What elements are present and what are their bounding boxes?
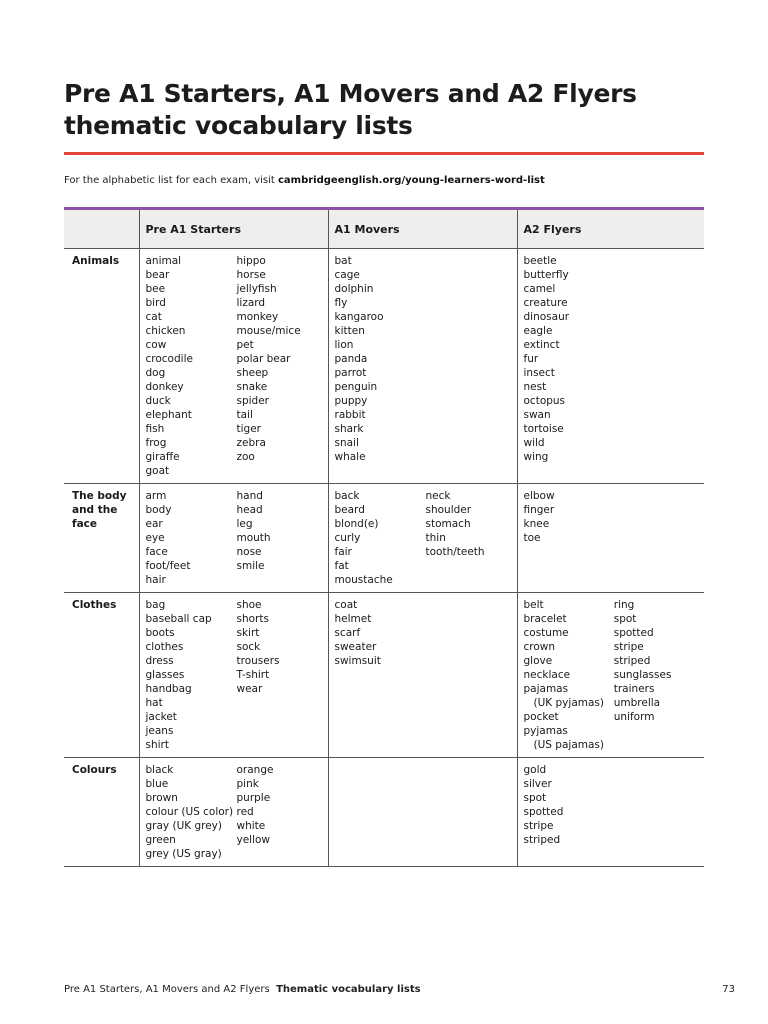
cell-movers <box>328 484 517 593</box>
table-row <box>64 249 704 484</box>
word-item: duck <box>145 395 171 407</box>
footer-section-title: Thematic vocabulary lists <box>276 984 421 995</box>
word-item: rabbit <box>334 409 366 421</box>
word-item: dog <box>145 367 166 379</box>
word-item: spot <box>613 613 637 625</box>
word-item: uniform <box>613 711 655 723</box>
word-item: spider <box>236 395 269 407</box>
word-item: butterfly <box>523 269 569 281</box>
cell-starters <box>139 758 328 867</box>
word-item: foot/feet <box>145 560 191 572</box>
word-item: monkey <box>236 311 279 323</box>
word-item: handbag <box>145 683 192 695</box>
word-item: coat <box>334 599 358 611</box>
word-item: fish <box>145 423 165 435</box>
word-list <box>146 598 328 752</box>
word-item: mouth <box>236 532 271 544</box>
category-label: Clothes <box>72 599 117 611</box>
header-flyers: A2 Flyers <box>517 210 704 249</box>
intro-paragraph <box>64 174 545 188</box>
word-item: bag <box>145 599 166 611</box>
word-item: trainers <box>613 683 655 695</box>
word-item: blond(e) <box>334 518 379 530</box>
word-list-link[interactable]: cambridgeenglish.org/young-learners-word-list <box>277 175 545 186</box>
word-item: shoe <box>236 599 262 611</box>
word-item: octopus <box>523 395 566 407</box>
cell-movers <box>328 758 517 867</box>
word-item: zebra <box>236 437 266 449</box>
word-item: knee <box>523 518 550 530</box>
word-column <box>614 254 704 464</box>
footer-text: Pre A1 Starters, A1 Movers and A2 Flyers <box>64 984 270 995</box>
word-item: wear <box>236 683 263 695</box>
word-item: swimsuit <box>334 655 381 667</box>
word-item: elephant <box>145 409 192 421</box>
word-item: crown <box>523 641 556 653</box>
cell-movers <box>328 593 517 758</box>
word-item: toe <box>523 532 541 544</box>
word-item: sunglasses <box>613 669 672 681</box>
word-item: shark <box>334 423 364 435</box>
row-category <box>64 758 139 867</box>
word-list <box>146 489 328 587</box>
word-item: grey (US gray) <box>145 848 222 860</box>
word-item: puppy <box>334 395 368 407</box>
word-item: beard <box>334 504 365 516</box>
word-column <box>237 598 328 752</box>
word-item: panda <box>334 353 368 365</box>
word-item: silver <box>523 778 552 790</box>
word-item: (UK pyjamas) <box>523 697 604 709</box>
page-number: 73 <box>722 984 735 995</box>
word-column <box>426 598 517 668</box>
row-category <box>64 593 139 758</box>
word-item: polar bear <box>236 353 291 365</box>
word-column <box>524 254 614 464</box>
word-item: cow <box>145 339 167 351</box>
intro-text: For the alphabetic list for each exam, visit <box>64 175 278 186</box>
word-item: pet <box>236 339 254 351</box>
word-item: ring <box>613 599 635 611</box>
word-item: pocket <box>523 711 559 723</box>
word-item: extinct <box>523 339 560 351</box>
word-item: hippo <box>236 255 266 267</box>
word-item: trousers <box>236 655 280 667</box>
word-item: spot <box>523 792 547 804</box>
word-item: red <box>236 806 254 818</box>
header-movers: A1 Movers <box>328 210 517 249</box>
page-title-line-1: Pre A1 Starters, A1 Movers and A2 Flyers <box>64 79 637 108</box>
word-item: smile <box>236 560 265 572</box>
word-item: striped <box>523 834 561 846</box>
cell-flyers <box>517 593 704 758</box>
word-item: fur <box>523 353 539 365</box>
word-item: tooth/teeth <box>425 546 485 558</box>
row-category <box>64 484 139 593</box>
word-item: zoo <box>236 451 255 463</box>
word-item: sweater <box>334 641 377 653</box>
word-item: moustache <box>334 574 393 586</box>
word-item: snail <box>334 437 359 449</box>
word-item: crocodile <box>145 353 193 365</box>
word-item: dress <box>145 655 174 667</box>
word-list <box>524 763 705 847</box>
word-item: sheep <box>236 367 269 379</box>
word-column <box>237 254 328 478</box>
word-item: shoulder <box>425 504 472 516</box>
word-column <box>146 763 237 861</box>
word-item: neck <box>425 490 451 502</box>
word-item: pajamas <box>523 683 569 695</box>
word-item: nest <box>523 381 547 393</box>
word-column <box>335 254 426 464</box>
word-item: tail <box>236 409 253 421</box>
word-item: face <box>145 546 168 558</box>
word-item: spotted <box>613 627 654 639</box>
word-item: eye <box>145 532 165 544</box>
word-list <box>146 763 328 861</box>
word-item: purple <box>236 792 271 804</box>
word-item: scarf <box>334 627 361 639</box>
table-row <box>64 484 704 593</box>
word-item: gray (UK grey) <box>145 820 222 832</box>
word-item: kangaroo <box>334 311 384 323</box>
category-label: Animals <box>72 255 120 267</box>
word-column <box>237 489 328 587</box>
word-item: skirt <box>236 627 260 639</box>
word-item: dolphin <box>334 283 374 295</box>
word-item: insect <box>523 367 555 379</box>
word-item: arm <box>145 490 167 502</box>
word-item: gold <box>523 764 547 776</box>
word-item: camel <box>523 283 556 295</box>
word-item: snake <box>236 381 268 393</box>
word-item: cage <box>334 269 360 281</box>
cell-starters <box>139 484 328 593</box>
word-item: tortoise <box>523 423 564 435</box>
word-item: glasses <box>145 669 185 681</box>
word-item: black <box>145 764 174 776</box>
word-column <box>335 489 426 587</box>
word-item: hand <box>236 490 263 502</box>
word-item: sock <box>236 641 261 653</box>
word-item: fair <box>334 546 352 558</box>
word-item: bat <box>334 255 352 267</box>
page-footer <box>64 984 421 995</box>
word-item: pyjamas <box>523 725 568 737</box>
word-item: pink <box>236 778 259 790</box>
word-item: shorts <box>236 613 269 625</box>
vocabulary-table <box>64 210 704 867</box>
word-item: donkey <box>145 381 184 393</box>
row-category <box>64 249 139 484</box>
cell-starters <box>139 249 328 484</box>
word-item: colour (US color) <box>145 806 234 818</box>
word-column <box>524 489 614 545</box>
word-item: horse <box>236 269 266 281</box>
word-item: whale <box>334 451 366 463</box>
word-item: penguin <box>334 381 378 393</box>
word-item: thin <box>425 532 446 544</box>
category-label: face <box>72 518 97 530</box>
category-label: Colours <box>72 764 117 776</box>
word-item: mouse/mice <box>236 325 301 337</box>
word-item: stripe <box>613 641 644 653</box>
word-item: bracelet <box>523 613 567 625</box>
word-item: wing <box>523 451 549 463</box>
page-title <box>64 78 704 142</box>
word-item: leg <box>236 518 253 530</box>
table-header-row <box>64 210 704 249</box>
word-item: curly <box>334 532 361 544</box>
word-item: stripe <box>523 820 554 832</box>
word-item: green <box>145 834 176 846</box>
header-starters: Pre A1 Starters <box>139 210 328 249</box>
word-item: fat <box>334 560 349 572</box>
word-item: dinosaur <box>523 311 570 323</box>
word-column <box>335 598 426 668</box>
word-item: lizard <box>236 297 266 309</box>
word-list <box>146 254 328 478</box>
word-item: clothes <box>145 641 184 653</box>
category-label: and the <box>72 504 118 516</box>
word-column <box>426 254 517 464</box>
word-item: umbrella <box>613 697 661 709</box>
table-row <box>64 593 704 758</box>
word-item: jeans <box>145 725 174 737</box>
word-item: jellyfish <box>236 283 277 295</box>
word-column <box>524 763 614 847</box>
header-category <box>64 210 139 249</box>
word-item: jacket <box>145 711 177 723</box>
word-column <box>614 763 704 847</box>
word-item: orange <box>236 764 274 776</box>
cell-flyers <box>517 249 704 484</box>
word-item: boots <box>145 627 175 639</box>
word-item: giraffe <box>145 451 180 463</box>
word-column <box>524 598 614 752</box>
word-item: striped <box>613 655 651 667</box>
word-item: blue <box>145 778 169 790</box>
cell-movers <box>328 249 517 484</box>
word-item: white <box>236 820 266 832</box>
word-item: parrot <box>334 367 367 379</box>
word-item: necklace <box>523 669 571 681</box>
table-row <box>64 758 704 867</box>
word-column <box>614 489 704 545</box>
word-item: body <box>145 504 172 516</box>
word-item: beetle <box>523 255 557 267</box>
word-item: baseball cap <box>145 613 212 625</box>
word-list <box>524 254 705 464</box>
word-item: ear <box>145 518 163 530</box>
word-item: (US pajamas) <box>523 739 604 751</box>
word-item: eagle <box>523 325 553 337</box>
word-item: T-shirt <box>236 669 270 681</box>
page-title-line-2: thematic vocabulary lists <box>64 111 413 140</box>
title-divider <box>64 152 704 155</box>
word-item: bird <box>145 297 166 309</box>
word-item: cat <box>145 311 162 323</box>
word-item: glove <box>523 655 553 667</box>
word-item: wild <box>523 437 545 449</box>
category-label: The body <box>72 490 127 502</box>
word-item: yellow <box>236 834 271 846</box>
cell-flyers <box>517 484 704 593</box>
word-column <box>146 598 237 752</box>
word-list <box>335 598 517 668</box>
word-item: goat <box>145 465 170 477</box>
word-item: chicken <box>145 325 186 337</box>
word-item: brown <box>145 792 178 804</box>
word-item: swan <box>523 409 551 421</box>
word-column <box>146 254 237 478</box>
word-item: kitten <box>334 325 365 337</box>
word-item: back <box>334 490 360 502</box>
word-item: costume <box>523 627 569 639</box>
word-list <box>524 598 705 752</box>
word-item: frog <box>145 437 167 449</box>
vocabulary-table-container <box>64 207 704 867</box>
word-item: hat <box>145 697 163 709</box>
word-list <box>335 489 517 587</box>
word-item: shirt <box>145 739 169 751</box>
word-item: hair <box>145 574 166 586</box>
word-list <box>524 489 705 545</box>
word-item: head <box>236 504 263 516</box>
word-item: stomach <box>425 518 471 530</box>
word-item: nose <box>236 546 262 558</box>
word-item: lion <box>334 339 354 351</box>
word-item: belt <box>523 599 544 611</box>
word-item: finger <box>523 504 555 516</box>
table-body <box>64 249 704 867</box>
word-item: helmet <box>334 613 372 625</box>
word-column <box>426 489 517 587</box>
word-column <box>614 598 704 752</box>
word-column <box>237 763 328 861</box>
word-item: spotted <box>523 806 564 818</box>
word-list <box>335 254 517 464</box>
word-item: animal <box>145 255 182 267</box>
word-item: elbow <box>523 490 555 502</box>
word-item: bee <box>145 283 166 295</box>
word-item: creature <box>523 297 568 309</box>
word-column <box>146 489 237 587</box>
word-item: bear <box>145 269 170 281</box>
cell-flyers <box>517 758 704 867</box>
word-item: fly <box>334 297 348 309</box>
word-item: tiger <box>236 423 261 435</box>
cell-starters <box>139 593 328 758</box>
